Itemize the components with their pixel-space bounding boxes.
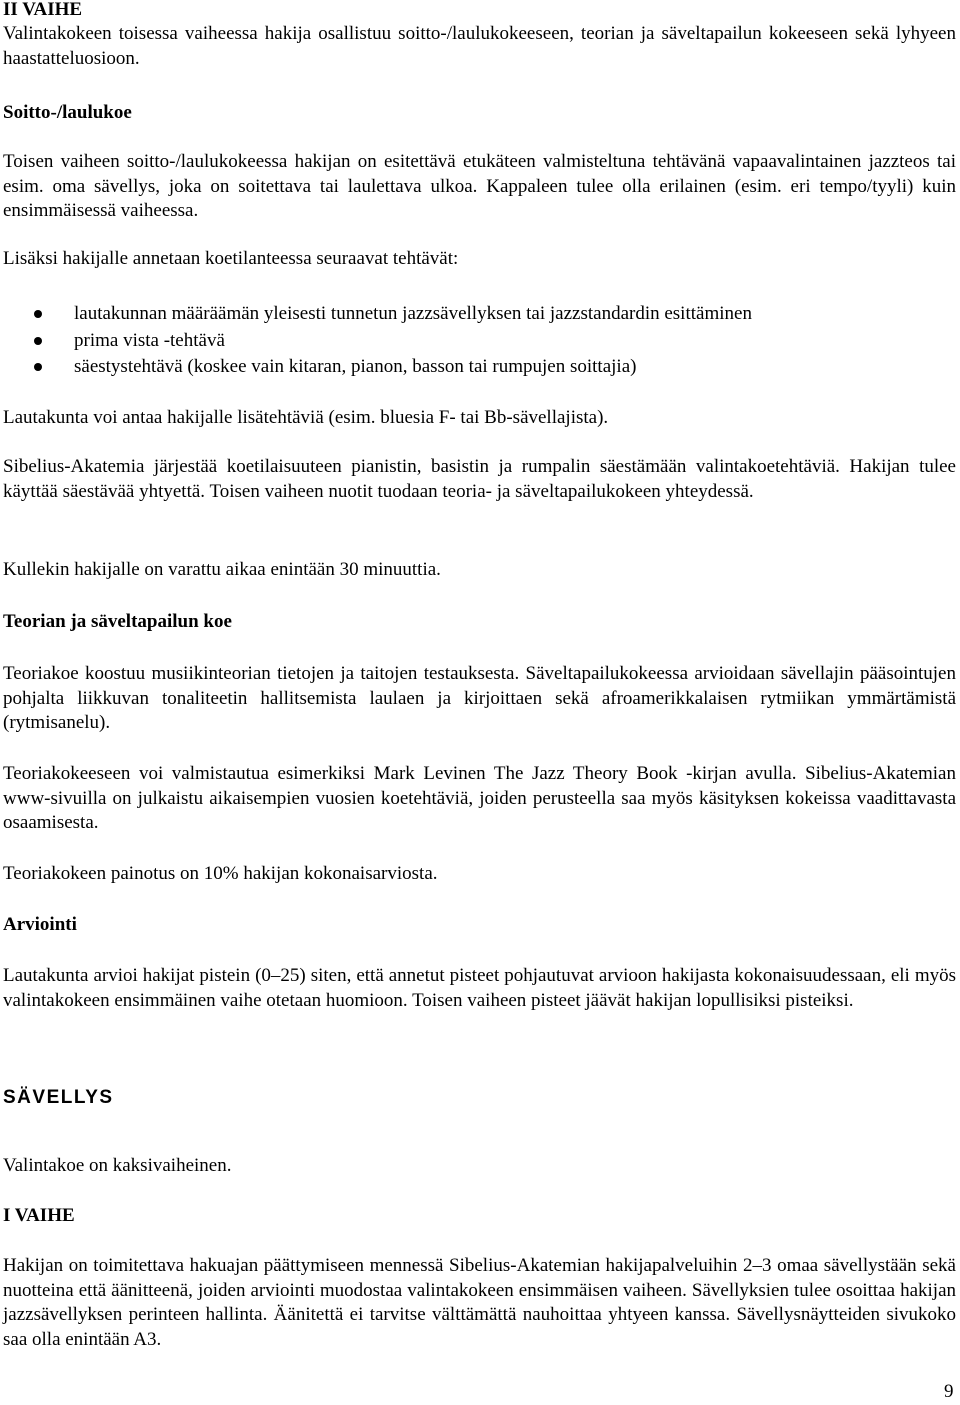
phase2-heading: II VAIHE xyxy=(3,0,83,20)
arviointi-heading: Arviointi xyxy=(3,914,77,935)
soitto-heading: Soitto-/laulukoe xyxy=(3,102,132,123)
list-item xyxy=(3,355,956,382)
list-item xyxy=(3,329,956,356)
list-item xyxy=(3,302,956,329)
teoria-heading: Teorian ja säveltapailun koe xyxy=(3,611,232,632)
soitto-paragraph-1: Toisen vaiheen soitto-/laulukokeessa hakijan on esitettävä etukäteen valmisteltuna tehtävänä vapaavalintainen jazzteos tai esim. oma sävellys, joka on soitettava tai laulettava ulkoa. Kappaleen tulee olla erilainen (esim. eri tempo/tyyli) kuin ensimmäisessä vaiheessa. xyxy=(3,151,956,221)
savellys-paragraph: Hakijan on toimitettava hakuajan päättymiseen mennessä Sibelius-Akatemian hakijapalveluihin 2–3 omaa sävellystään sekä nuotteina että äänitteenä, joiden arviointi muodostaa valintakokeen ensimmäisen vaiheen. Sävellyksien tulee osoittaa hakijan jazzsävellyksen perinteen hallinta. Äänitettä ei tarvitse välttämättä nauhoittaa yhtyeen kanssa. Sävellysnäytteiden sivukoko saa olla enintään A3. xyxy=(3,1255,956,1350)
task-text: lautakunnan määräämän yleisesti tunnetun jazzsävellyksen tai jazzstandardin esittäminen xyxy=(74,303,752,324)
task-text: prima vista -tehtävä xyxy=(74,329,225,351)
soitto-paragraph-3: Sibelius-Akatemia järjestää koetilaisuuteen pianistin, basistin ja rumpalin säestämään valintakoetehtäviä. Hakijan tulee käyttää säestävää yhtyettä. Toisen vaiheen nuotit tuodaan teoria- ja säveltapailukokeen yhteydessä. xyxy=(3,456,956,502)
soitto-paragraph-4: Kullekin hakijalle on varattu aikaa enintään 30 minuuttia. xyxy=(3,559,441,580)
soitto-paragraph-2: Lautakunta voi antaa hakijalle lisätehtäviä (esim. bluesia F- tai Bb-sävellajista). xyxy=(3,407,609,428)
arviointi-paragraph: Lautakunta arvioi hakijat pistein (0–25) siten, että annetut pisteet pohjautuvat arvioon hakijasta kokonaisuudessaan, eli myös valintakokeen ensimmäinen vaihe otetaan huomioon. Toisen vaiheen pisteet jäävät hakijan lopullisiksi pisteiksi. xyxy=(3,965,956,1011)
page-number: 9 xyxy=(944,1381,954,1402)
teoria-paragraph-3: Teoriakokeen painotus on 10% hakijan kokonaisarviosta. xyxy=(3,863,438,884)
task-list xyxy=(3,302,956,382)
phase2-intro: Valintakokeen toisessa vaiheessa hakija osallistuu soitto-/laulukokeeseen, teorian ja säveltapailun kokeeseen sekä lyhyeen haastatteluosioon. xyxy=(3,23,956,69)
savellys-heading: SÄVELLYS xyxy=(3,1087,114,1108)
bullet-icon xyxy=(34,337,42,345)
phase1-heading: I VAIHE xyxy=(3,1205,75,1226)
teoria-paragraph-1: Teoriakoe koostuu musiikinteorian tietojen ja taitojen testauksesta. Säveltapailukokeessa arvioidaan sävellajin pääsointujen pohjalta liikkuvan tonaliteetin hallitsemista laulaen ja kirjoittaen sekä afroamerikkalaisen rytmiikan ymmärtämistä (rytmisanelu). xyxy=(3,663,956,733)
savellys-intro: Valintakoe on kaksivaiheinen. xyxy=(3,1155,232,1176)
bullet-icon xyxy=(34,363,42,371)
task-text: säestystehtävä (koskee vain kitaran, pianon, basson tai rumpujen soittajia) xyxy=(74,356,637,377)
teoria-paragraph-2: Teoriakokeeseen voi valmistautua esimerkiksi Mark Levinen The Jazz Theory Book -kirjan avulla. Sibelius-Akatemian www-sivuilla on julkaistu aikaisempien vuosien koetehtäviä, joiden perusteella saa myös käsityksen kokeissa vaadittavasta osaamisesta. xyxy=(3,763,956,833)
bullet-icon xyxy=(34,310,42,318)
soitto-list-intro: Lisäksi hakijalle annetaan koetilanteessa seuraavat tehtävät: xyxy=(3,248,459,269)
